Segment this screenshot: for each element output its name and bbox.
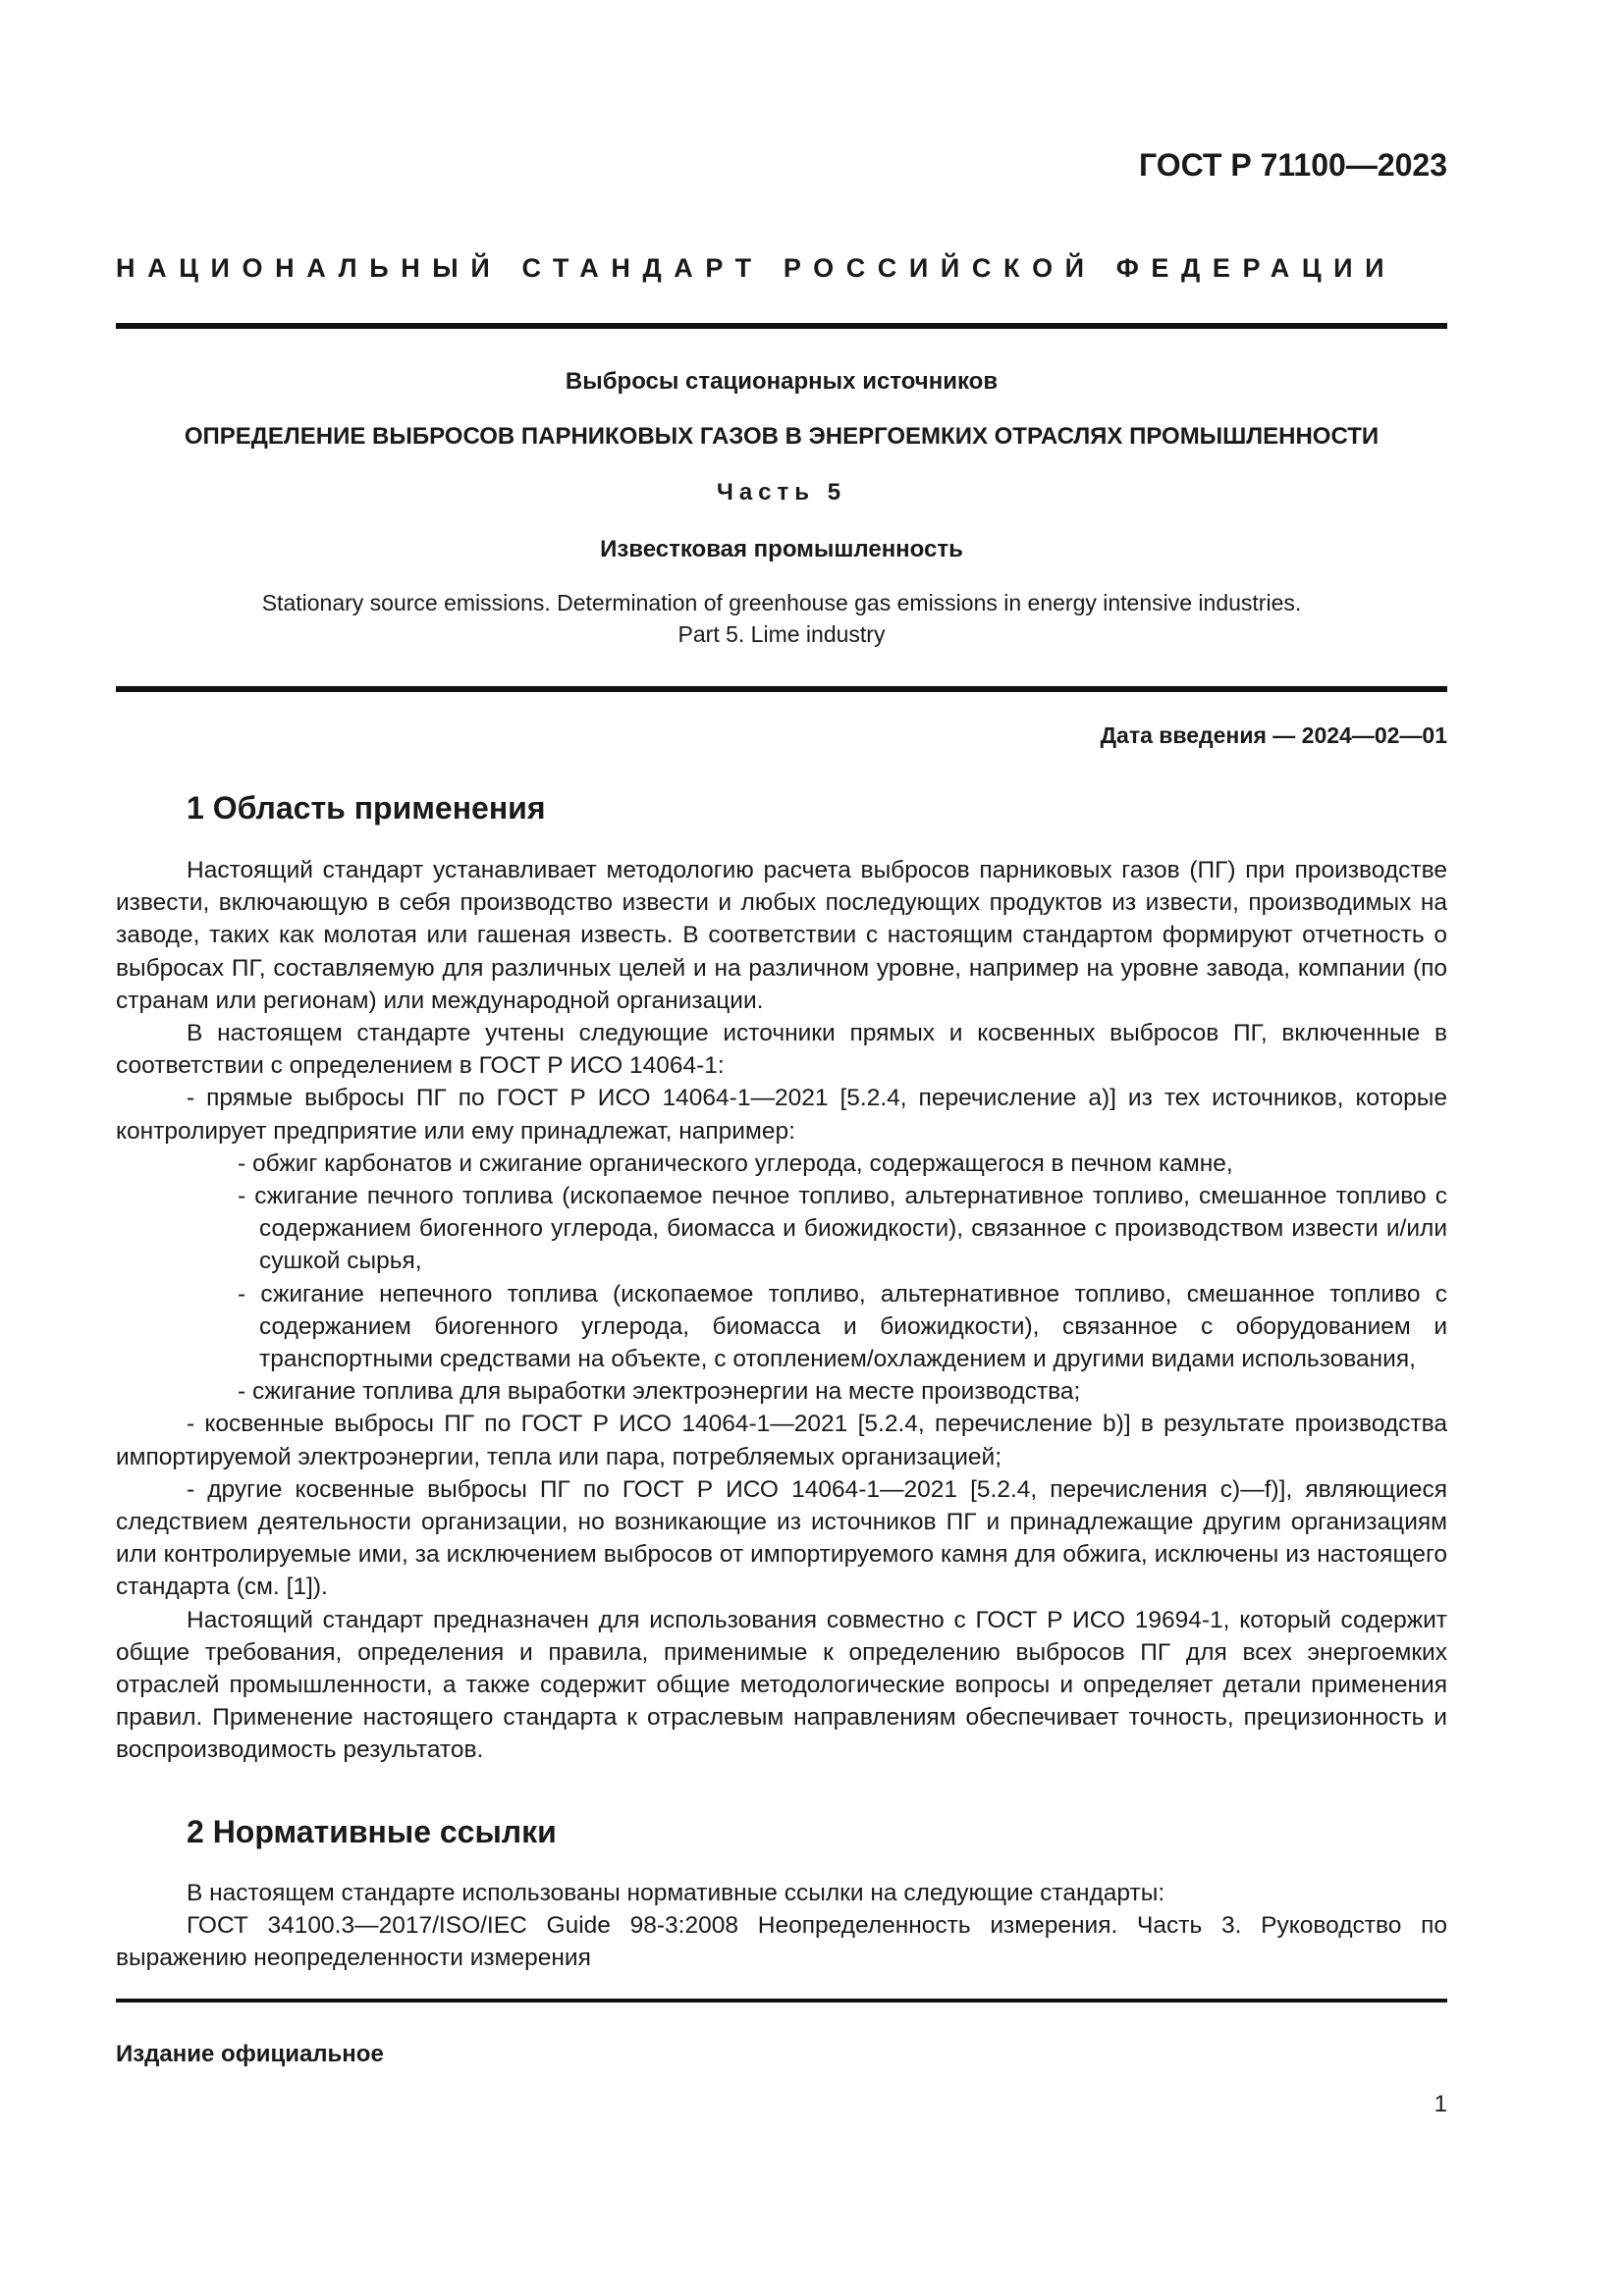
header-rule-bottom [116,686,1447,692]
section-2-body [116,1877,1447,1975]
english-title-line-1: Stationary source emissions. Determination of greenhouse gas emissions in energy intensive industries. [261,590,1302,615]
national-standard-banner: НАЦИОНАЛЬНЫЙ СТАНДАРТ РОССИЙСКОЙ ФЕДЕРАЦИИ [116,253,1397,283]
sub-list-item: - обжиг карбонатов и сжигание органического углерода, содержащегося в печном камне, [238,1149,1233,1177]
title-part: Часть 5 [716,479,847,506]
section-2-heading: 2 Нормативные ссылки [187,1814,557,1849]
paragraph: Настоящий стандарт предназначен для использования совместно с ГОСТ Р ИСО 19694-1, который содержит общие требования, определения и правила, применимые к определению выбросов ПГ для всех энергоемких отраслей промышленности, а также содержит общие методологические вопросы и определяет детали применения правил. Применение настоящего стандарта к отраслевым направлениям обеспечивает точность, прецизионность и воспроизводимость результатов. [116,1606,1447,1764]
page-number: 1 [1434,2091,1447,2117]
official-edition-label: Издание официальное [116,2041,384,2067]
sub-list-item: - сжигание непечного топлива (ископаемое топливо, альтернативное топливо, смешанное топливо с содержанием биогенного углерода, биомасса и биожидкости), связанное с оборудованием и транспортными средствами на объекте, с отоплением/охлаждением и другими видами использования, [238,1280,1447,1373]
introduction-date: Дата введения — 2024—02—01 [1100,722,1447,748]
document-number: ГОСТ Р 71100—2023 [1139,147,1447,183]
footer-rule [116,1999,1447,2002]
title-line-2: ОПРЕДЕЛЕНИЕ ВЫБРОСОВ ПАРНИКОВЫХ ГАЗОВ В ЭНЕРГОЕМКИХ ОТРАСЛЯХ ПРОМЫШЛЕННОСТИ [184,423,1380,450]
sub-list-item: - сжигание печного топлива (ископаемое печное топливо, альтернативное топливо, смешанное топливо с содержанием биогенного углерода, биомасса и биожидкости), связанное с производством извести и/или сушкой сырья, [238,1183,1447,1275]
english-title-line-2: Part 5. Lime industry [677,621,886,647]
title-line-1: Выбросы стационарных источников [565,368,999,395]
list-item: - другие косвенные выбросы ПГ по ГОСТ Р ИСО 14064-1—2021 [5.2.4, перечисления с)—f)], являющиеся следствием деятельности организации, но возникающие из источников ПГ и принадлежащие другим организациям или контролируемые ими, за исключением выбросов от импортируемого камня для обжига, исключены из настоящего стандарта (см. [1]). [116,1475,1447,1601]
header-rule-top [116,323,1447,329]
paragraph: Настоящий стандарт устанавливает методологию расчета выбросов парниковых газов (ПГ) при производстве извести, включающую в себя производство извести и любых последующих продуктов из извести, производимых на заводе, таких как молотая или гашеная известь. В соответствии с настоящим стандартом формируют отчетность о выбросах ПГ, составляемую для различных целей и на различном уровне, например на уровне завода, компании (по странам или регионам) или международной организации. [116,857,1447,1014]
list-item: - прямые выбросы ПГ по ГОСТ Р ИСО 14064-1—2021 [5.2.4, перечисление а)] из тех источников, которые контролирует предприятие или ему принадлежат, например: [116,1085,1447,1145]
section-1-body [116,854,1447,1767]
sub-list-item: - сжигание топлива для выработки электроэнергии на месте производства; [238,1378,1081,1406]
list-item: - косвенные выбросы ПГ по ГОСТ Р ИСО 14064-1—2021 [5.2.4, перечисление b)] в результате производства импортируемой электроэнергии, тепла или пара, потребляемых организацией; [116,1411,1447,1470]
paragraph: В настоящем стандарте учтены следующие источники прямых и косвенных выбросов ПГ, включенные в соответствии с определением в ГОСТ Р ИСО 14064-1: [116,1020,1447,1080]
title-subtitle: Известковая промышленность [600,536,963,562]
paragraph: В настоящем стандарте использованы нормативные ссылки на следующие стандарты: [187,1880,1165,1906]
section-1-heading: 1 Область применения [187,790,546,826]
reference-item: ГОСТ 34100.3—2017/ISO/IEC Guide 98-3:2008 Неопределенность измерения. Часть 3. Руководство по выражению неопределенности измерения [116,1912,1447,1972]
